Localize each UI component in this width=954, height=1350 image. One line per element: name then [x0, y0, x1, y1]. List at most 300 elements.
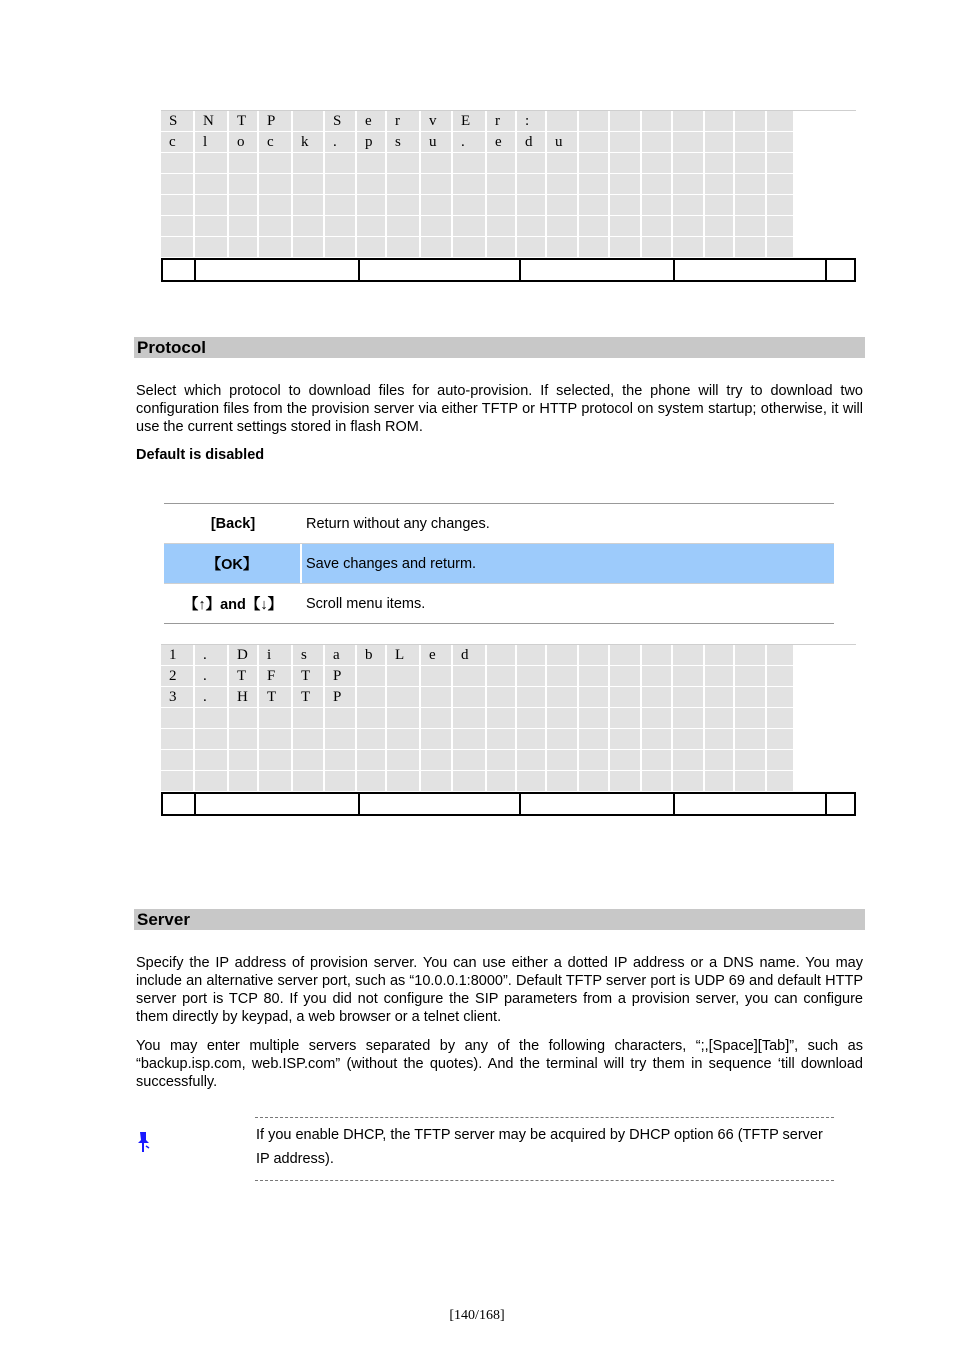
- lcd-cell: [547, 666, 579, 686]
- lcd-cell: .: [453, 132, 487, 152]
- lcd-cell: [735, 771, 767, 791]
- lcd-cell: [325, 216, 357, 236]
- lcd-row: [161, 174, 856, 195]
- lcd-cell: [161, 174, 195, 194]
- lcd-cell: [453, 729, 487, 749]
- server-multiple-note: You may enter multiple servers separated by any of the following characters, “;,[Space][Tab]”, such as “backup.isp.com, web.ISP.com” (without the quotes). And the terminal will try them in sequence ‘till download successfully.: [136, 1038, 863, 1090]
- lcd-softkey-bar: [161, 792, 856, 816]
- lcd-cell: i: [259, 645, 293, 665]
- key-function-table: [164, 503, 834, 624]
- lcd-cell: c: [259, 132, 293, 152]
- lcd-cell: [453, 195, 487, 215]
- lcd-cell: [195, 708, 229, 728]
- lcd-cell: .: [325, 132, 357, 152]
- lcd-cell: [767, 237, 795, 257]
- softkey-slot: [163, 260, 196, 280]
- lcd-cell: 2: [161, 666, 195, 686]
- lcd-cell: [293, 216, 325, 236]
- lcd-cell: [195, 729, 229, 749]
- lcd-cell: [161, 750, 195, 770]
- lcd-cell: [453, 666, 487, 686]
- lcd-cell: [421, 195, 453, 215]
- lcd-cell: 1: [161, 645, 195, 665]
- lcd-cell: [387, 750, 421, 770]
- softkey-slot: [360, 794, 521, 814]
- lcd-cell: [421, 237, 453, 257]
- lcd-cell: [421, 666, 453, 686]
- lcd-cell: [579, 729, 610, 749]
- softkey-slot: [827, 794, 854, 814]
- lcd-cell: [610, 237, 642, 257]
- key-row-ok: [164, 544, 834, 584]
- lcd-cell: [161, 729, 195, 749]
- lcd-cell: [579, 645, 610, 665]
- server-description: Specify the IP address of provision server. You can use either a dotted IP address or a DNS name. You may include an alternative server port, such as “10.0.0.1:8000”. Default TFTP server port is UDP 69 and default HTTP server port is TCP 80. If you did not configure the SIP parameters from a provision server, you can configure them directly by keypad, a web browser or a telnet client.: [136, 955, 863, 1025]
- lcd-cell: [421, 216, 453, 236]
- lcd-cell: [487, 237, 517, 257]
- lcd-cell: [547, 687, 579, 707]
- lcd-cell: [487, 153, 517, 173]
- lcd-cell: [767, 729, 795, 749]
- lcd-cell: [735, 132, 767, 152]
- lcd-cell: [259, 750, 293, 770]
- lcd-row: [161, 195, 856, 216]
- lcd-cell: [517, 750, 547, 770]
- lcd-cell: T: [293, 666, 325, 686]
- lcd-row: [161, 729, 856, 750]
- lcd-cell: [387, 729, 421, 749]
- lcd-cell: [357, 216, 387, 236]
- lcd-cell: [325, 771, 357, 791]
- lcd-cell: [610, 111, 642, 131]
- lcd-cell: [293, 111, 325, 131]
- lcd-cell: [421, 771, 453, 791]
- lcd-cell: [579, 174, 610, 194]
- lcd-cell: [487, 708, 517, 728]
- lcd-cell: d: [453, 645, 487, 665]
- lcd-cell: [610, 729, 642, 749]
- lcd-cell: s: [387, 132, 421, 152]
- softkey-slot: [196, 794, 360, 814]
- lcd-cell: [229, 195, 259, 215]
- lcd-cell: [547, 174, 579, 194]
- lcd-cell: S: [325, 111, 357, 131]
- lcd-cell: [357, 771, 387, 791]
- key-description: Return without any changes.: [306, 515, 490, 532]
- key-description: Save changes and returm.: [306, 555, 477, 572]
- lcd-cell: [293, 153, 325, 173]
- lcd-cell: [705, 195, 735, 215]
- section-heading-protocol: [134, 337, 865, 358]
- lcd-cell: [293, 708, 325, 728]
- softkey-slot: [827, 260, 854, 280]
- lcd-cell: [673, 195, 705, 215]
- lcd-cell: [579, 687, 610, 707]
- lcd-cell: [161, 216, 195, 236]
- lcd-cell: [259, 216, 293, 236]
- lcd-row: [161, 645, 856, 666]
- lcd-cell: [229, 771, 259, 791]
- lcd-cell: [767, 153, 795, 173]
- lcd-cell: [735, 111, 767, 131]
- lcd-row: [161, 111, 856, 132]
- protocol-default: Default is disabled: [136, 447, 265, 463]
- section-title: Server: [137, 910, 190, 929]
- lcd-cell: [387, 216, 421, 236]
- softkey-slot: [196, 260, 360, 280]
- lcd-cell: [673, 771, 705, 791]
- lcd-cell: [579, 771, 610, 791]
- lcd-cell: [487, 750, 517, 770]
- lcd-cell: [195, 216, 229, 236]
- lcd-row: [161, 237, 856, 258]
- lcd-cell: [767, 750, 795, 770]
- lcd-cell: [517, 645, 547, 665]
- lcd-grid: [161, 644, 856, 792]
- lcd-cell: [161, 237, 195, 257]
- lcd-cell: [517, 708, 547, 728]
- lcd-cell: [735, 750, 767, 770]
- lcd-cell: [517, 729, 547, 749]
- lcd-cell: [387, 771, 421, 791]
- lcd-cell: [547, 195, 579, 215]
- lcd-row: [161, 708, 856, 729]
- lcd-cell: [642, 237, 673, 257]
- lcd-cell: [421, 153, 453, 173]
- lcd-cell: e: [421, 645, 453, 665]
- lcd-cell: [387, 153, 421, 173]
- lcd-cell: e: [357, 111, 387, 131]
- lcd-cell: e: [487, 132, 517, 152]
- lcd-cell: [735, 216, 767, 236]
- lcd-cell: [767, 195, 795, 215]
- lcd-cell: [421, 729, 453, 749]
- lcd-cell: [357, 237, 387, 257]
- lcd-cell: [642, 666, 673, 686]
- lcd-cell: [325, 729, 357, 749]
- lcd-cell: [161, 153, 195, 173]
- lcd-cell: T: [259, 687, 293, 707]
- lcd-softkey-bar: [161, 258, 856, 282]
- lcd-cell: [673, 174, 705, 194]
- lcd-cell: [259, 771, 293, 791]
- lcd-cell: [705, 729, 735, 749]
- lcd-cell: [325, 750, 357, 770]
- lcd-cell: a: [325, 645, 357, 665]
- lcd-cell: [547, 153, 579, 173]
- lcd-cell: r: [487, 111, 517, 131]
- lcd-cell: [579, 666, 610, 686]
- softkey-slot: [675, 260, 827, 280]
- lcd-cell: [705, 216, 735, 236]
- lcd-cell: k: [293, 132, 325, 152]
- note-box: [255, 1117, 834, 1181]
- lcd-cell: [705, 174, 735, 194]
- lcd-cell: [453, 771, 487, 791]
- lcd-cell: [767, 771, 795, 791]
- key-label: 【OK】: [164, 544, 302, 583]
- lcd-cell: [579, 708, 610, 728]
- lcd-cell: [487, 687, 517, 707]
- lcd-cell: u: [421, 132, 453, 152]
- lcd-cell: [517, 771, 547, 791]
- lcd-row: [161, 750, 856, 771]
- lcd-cell: [642, 729, 673, 749]
- key-label: [Back]: [210, 515, 256, 532]
- lcd-cell: [229, 237, 259, 257]
- lcd-cell: [579, 750, 610, 770]
- lcd-cell: [259, 153, 293, 173]
- lcd-cell: [767, 666, 795, 686]
- lcd-cell: [293, 771, 325, 791]
- lcd-cell: [487, 195, 517, 215]
- lcd-cell: [735, 645, 767, 665]
- lcd-cell: [547, 111, 579, 131]
- lcd-cell: [293, 237, 325, 257]
- lcd-cell: [325, 237, 357, 257]
- lcd-cell: T: [293, 687, 325, 707]
- lcd-cell: [259, 237, 293, 257]
- lcd-cell: [293, 750, 325, 770]
- lcd-cell: [487, 174, 517, 194]
- lcd-cell: [673, 729, 705, 749]
- softkey-slot: [521, 260, 675, 280]
- lcd-cell: [421, 708, 453, 728]
- lcd-cell: [195, 195, 229, 215]
- lcd-cell: [579, 132, 610, 152]
- lcd-cell: [610, 750, 642, 770]
- lcd-cell: [357, 195, 387, 215]
- lcd-cell: [642, 645, 673, 665]
- softkey-slot: [360, 260, 521, 280]
- lcd-cell: [735, 729, 767, 749]
- lcd-row: [161, 687, 856, 708]
- lcd-cell: [229, 729, 259, 749]
- lcd-cell: [705, 153, 735, 173]
- lcd-cell: [735, 195, 767, 215]
- lcd-cell: [517, 666, 547, 686]
- lcd-cell: [387, 174, 421, 194]
- lcd-cell: .: [195, 645, 229, 665]
- lcd-cell: P: [325, 687, 357, 707]
- lcd-cell: [161, 195, 195, 215]
- lcd-cell: [673, 750, 705, 770]
- lcd-cell: [705, 687, 735, 707]
- lcd-cell: [767, 216, 795, 236]
- lcd-cell: [610, 153, 642, 173]
- lcd-cell: [610, 687, 642, 707]
- lcd-cell: T: [229, 111, 259, 131]
- lcd-cell: [487, 729, 517, 749]
- lcd-cell: [161, 771, 195, 791]
- lcd-cell: b: [357, 645, 387, 665]
- lcd-cell: [517, 153, 547, 173]
- pushpin-icon: [137, 1130, 151, 1154]
- section-title: Protocol: [137, 338, 206, 357]
- lcd-row: [161, 666, 856, 687]
- lcd-cell: E: [453, 111, 487, 131]
- lcd-cell: c: [161, 132, 195, 152]
- lcd-cell: [610, 174, 642, 194]
- lcd-cell: [705, 708, 735, 728]
- lcd-cell: [642, 216, 673, 236]
- lcd-cell: [293, 195, 325, 215]
- lcd-cell: [357, 666, 387, 686]
- lcd-cell: [229, 153, 259, 173]
- lcd-cell: [387, 195, 421, 215]
- lcd-cell: [705, 771, 735, 791]
- lcd-cell: [547, 237, 579, 257]
- lcd-cell: v: [421, 111, 453, 131]
- lcd-cell: :: [517, 111, 547, 131]
- lcd-cell: [325, 708, 357, 728]
- lcd-cell: [387, 708, 421, 728]
- lcd-cell: [610, 132, 642, 152]
- lcd-grid: [161, 110, 856, 258]
- lcd-cell: [547, 645, 579, 665]
- lcd-cell: l: [195, 132, 229, 152]
- lcd-cell: [517, 195, 547, 215]
- lcd-cell: [547, 216, 579, 236]
- lcd-cell: [453, 216, 487, 236]
- lcd-cell: [195, 771, 229, 791]
- lcd-cell: [453, 174, 487, 194]
- lcd-cell: [705, 111, 735, 131]
- lcd-cell: d: [517, 132, 547, 152]
- lcd-cell: [642, 153, 673, 173]
- lcd-cell: .: [195, 666, 229, 686]
- lcd-cell: [735, 687, 767, 707]
- lcd-cell: [767, 132, 795, 152]
- lcd-row: [161, 216, 856, 237]
- lcd-cell: [705, 666, 735, 686]
- lcd-cell: [673, 132, 705, 152]
- lcd-cell: [293, 174, 325, 194]
- lcd-cell: [487, 216, 517, 236]
- lcd-cell: [735, 237, 767, 257]
- lcd-cell: [195, 174, 229, 194]
- lcd-cell: [357, 153, 387, 173]
- key-label: 【↑】and【↓】: [183, 597, 283, 613]
- lcd-cell: [767, 687, 795, 707]
- lcd-cell: [487, 645, 517, 665]
- lcd-cell: [487, 771, 517, 791]
- lcd-screen-sntp: [161, 110, 856, 282]
- lcd-cell: [421, 174, 453, 194]
- lcd-cell: [453, 708, 487, 728]
- lcd-cell: [453, 750, 487, 770]
- lcd-cell: [387, 237, 421, 257]
- lcd-cell: [547, 708, 579, 728]
- lcd-cell: [705, 750, 735, 770]
- lcd-screen-protocol: [161, 644, 856, 816]
- lcd-cell: [673, 687, 705, 707]
- lcd-cell: [293, 729, 325, 749]
- lcd-cell: .: [195, 687, 229, 707]
- lcd-cell: [259, 708, 293, 728]
- key-row-back: [164, 504, 834, 544]
- lcd-cell: [673, 708, 705, 728]
- lcd-cell: [325, 195, 357, 215]
- lcd-cell: [642, 195, 673, 215]
- lcd-cell: [453, 237, 487, 257]
- note-text: If you enable DHCP, the TFTP server may be acquired by DHCP option 66 (TFTP server IP address).: [256, 1127, 823, 1167]
- lcd-cell: [579, 216, 610, 236]
- lcd-cell: [642, 111, 673, 131]
- lcd-cell: [547, 729, 579, 749]
- lcd-cell: [387, 666, 421, 686]
- lcd-cell: [642, 174, 673, 194]
- lcd-cell: [673, 666, 705, 686]
- lcd-cell: [421, 687, 453, 707]
- lcd-cell: [642, 771, 673, 791]
- lcd-cell: [357, 708, 387, 728]
- lcd-cell: [229, 708, 259, 728]
- lcd-cell: [259, 729, 293, 749]
- lcd-cell: [517, 174, 547, 194]
- lcd-cell: [642, 708, 673, 728]
- lcd-cell: [610, 666, 642, 686]
- page-number: [140/168]: [449, 1308, 505, 1323]
- lcd-cell: [195, 153, 229, 173]
- lcd-cell: T: [229, 666, 259, 686]
- lcd-cell: [579, 237, 610, 257]
- lcd-cell: D: [229, 645, 259, 665]
- lcd-cell: [642, 687, 673, 707]
- lcd-cell: [735, 666, 767, 686]
- lcd-cell: [642, 750, 673, 770]
- softkey-slot: [675, 794, 827, 814]
- lcd-cell: u: [547, 132, 579, 152]
- lcd-row: [161, 153, 856, 174]
- lcd-cell: p: [357, 132, 387, 152]
- section-heading-server: [134, 909, 865, 930]
- lcd-cell: [387, 687, 421, 707]
- key-description: Scroll menu items.: [306, 595, 426, 612]
- lcd-cell: [357, 729, 387, 749]
- lcd-cell: [195, 750, 229, 770]
- lcd-cell: [259, 174, 293, 194]
- lcd-cell: [325, 174, 357, 194]
- lcd-cell: [579, 111, 610, 131]
- lcd-cell: [161, 708, 195, 728]
- lcd-cell: [735, 708, 767, 728]
- lcd-cell: [610, 195, 642, 215]
- lcd-cell: [229, 750, 259, 770]
- lcd-cell: P: [259, 111, 293, 131]
- lcd-cell: [673, 645, 705, 665]
- lcd-cell: [610, 771, 642, 791]
- lcd-cell: [610, 645, 642, 665]
- lcd-cell: [517, 216, 547, 236]
- lcd-cell: r: [387, 111, 421, 131]
- lcd-cell: [735, 153, 767, 173]
- lcd-cell: [642, 132, 673, 152]
- lcd-cell: [767, 111, 795, 131]
- lcd-cell: [229, 174, 259, 194]
- lcd-cell: [517, 237, 547, 257]
- lcd-cell: L: [387, 645, 421, 665]
- lcd-cell: [579, 195, 610, 215]
- lcd-cell: [673, 153, 705, 173]
- lcd-cell: [325, 153, 357, 173]
- lcd-cell: [705, 237, 735, 257]
- lcd-cell: S: [161, 111, 195, 131]
- lcd-cell: [673, 216, 705, 236]
- lcd-cell: s: [293, 645, 325, 665]
- lcd-cell: [767, 708, 795, 728]
- lcd-cell: [487, 666, 517, 686]
